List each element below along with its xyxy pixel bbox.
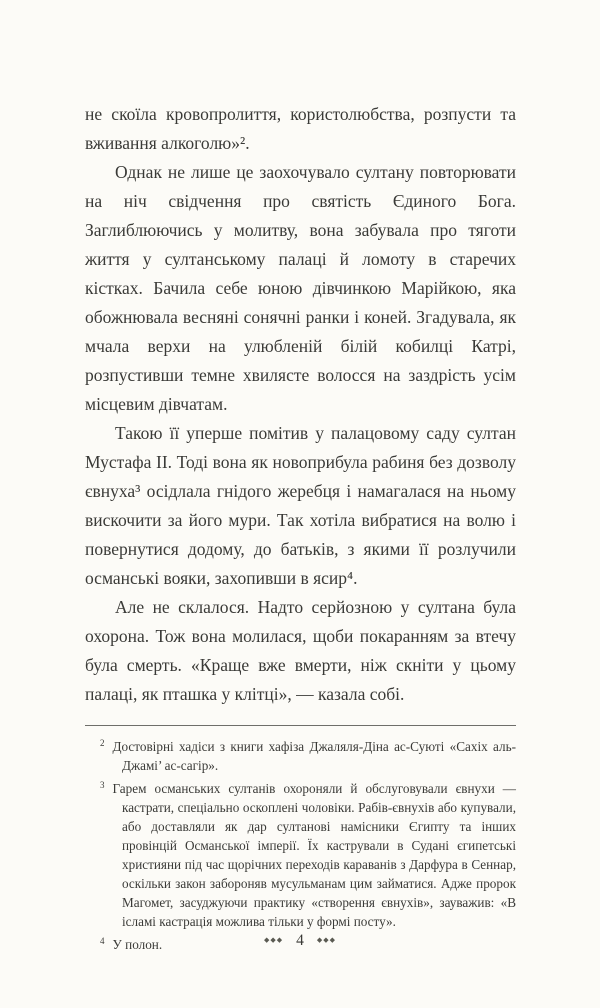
ornament-icon: ◆◆◆ bbox=[316, 936, 337, 944]
paragraph: Але не склалося. Надто серйозною у султана була охорона. Тож вона молилася, щоби покаранням за втечу була смерть. «Краще вже вмерти, ніж скніти у цьому палаці, як пташка у клітці», — казала собі. bbox=[85, 597, 516, 704]
main-text bbox=[85, 100, 516, 958]
paragraph: не скоїла кровопролиття, користолюбства, розпусти та вживання алкоголю»². bbox=[85, 104, 516, 153]
page-footer bbox=[0, 932, 600, 950]
paragraph: Такою її уперше помітив у палацовому саду султан Мустафа II. Тоді вона як новоприбула рабиня без дозволу євнуха³ осідлала гнідого жеребця і намагалася на ньому вискочити за його мури. Так хотіла вибратися на волю і повернутися додому, до батьків, з якими її розлучили османські вояки, захопивши в ясир⁴. bbox=[85, 423, 516, 588]
footnote bbox=[85, 779, 516, 931]
footnote-marker: 3 bbox=[100, 779, 105, 790]
footnote-text: У полон. bbox=[112, 937, 163, 952]
footnote-separator bbox=[85, 725, 516, 726]
footnote-marker: 2 bbox=[100, 737, 105, 748]
footnote-text: Достовірні хадіси з книги хафіза Джаляля-Діна ас-Суюті «Сахіх аль-Джамі’ ас-сагір». bbox=[112, 739, 516, 773]
footnote-marker: 4 bbox=[100, 935, 105, 946]
footnote bbox=[85, 737, 516, 775]
ornament-icon: ◆◆◆ bbox=[263, 936, 284, 944]
page-number: 4 bbox=[296, 932, 304, 949]
paragraph: Однак не лише це заохочувало султану повторювати на ніч свідчення про святість Єдиного Бога. Заглиблюючись у молитву, вона забувала про тяготи життя у султанському палаці й ломоту в старечих кістках. Бачила себе юною дівчинкою Марійкою, яка обожнювала весняні сонячні ранки і коней. Згадувала, як мчала верхи на улюбленій білій кобилці Катрі, розпустивши темне хвилясте волосся на заздрість усім місцевим дівчатам. bbox=[85, 162, 516, 414]
footnote-text: Гарем османських султанів охороняли й обслуговували євнухи — кастрати, спеціально оскоплені чоловіки. Рабів-євнухів або купували, або доставляли як дар султанові намісники Єгипту та інших провінцій Османської імперії. Їх кастрували в Судані єгипетські християни під час щорічних переходів караванів з Дарфура в Сеннар, оскільки закон забороняв мусульманам цим займатися. Адже пророк Магомет, засуджуючи практику «створення євнухів», зауважив: «В ісламі кастрація можлива тільки у формі посту». bbox=[112, 781, 516, 929]
